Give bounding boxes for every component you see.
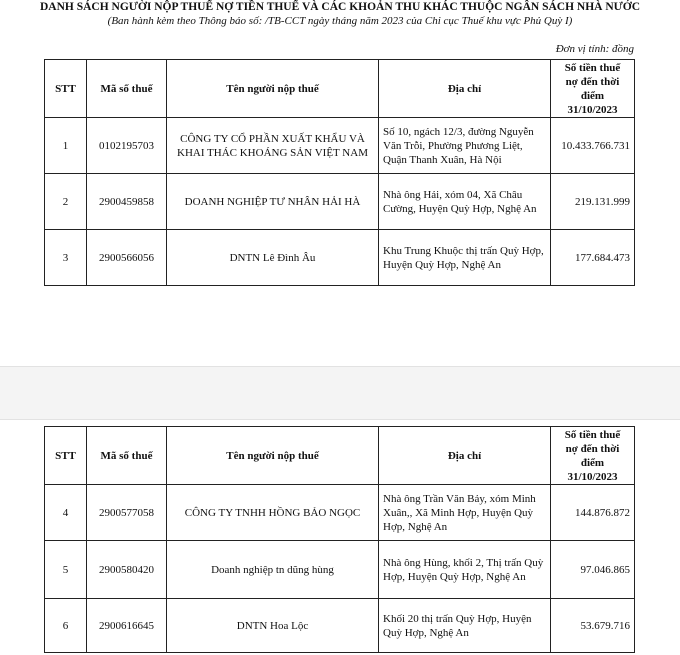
header-amount-line: điểm: [580, 89, 605, 102]
cell-taxpayer-name: Doanh nghiệp tn dũng hùng: [167, 541, 379, 599]
cell-stt: 5: [45, 541, 87, 599]
debtor-table-page-1: [44, 59, 635, 286]
table-row: [45, 541, 635, 599]
cell-amount: 219.131.999: [551, 174, 635, 230]
cell-address: Nhà ông Trần Văn Bảy, xóm Minh Xuân,, Xã Minh Hợp, Huyện Quỳ Hợp, Nghệ An: [379, 485, 551, 541]
cell-tax-code: 2900616645: [87, 599, 167, 653]
document-title: DANH SÁCH NGƯỜI NỘP THUẾ NỢ TIỀN THUẾ VÀ CÁC KHOẢN THU KHÁC THUỘC NGÂN SÁCH NHÀ NƯỚC: [39, 1, 641, 13]
table-row: [45, 118, 635, 174]
header-address: Địa chỉ: [379, 60, 551, 118]
header-tax-code: Mã số thuế: [87, 60, 167, 118]
table-header-row: [45, 427, 635, 485]
table-row: [45, 174, 635, 230]
header-stt: STT: [45, 60, 87, 118]
currency-unit-note: Đơn vị tính: đồng: [555, 43, 634, 55]
cell-taxpayer-name: DOANH NGHIỆP TƯ NHÂN HẢI HÀ: [167, 174, 379, 230]
cell-taxpayer-name: DNTN Lê Đình Âu: [167, 230, 379, 286]
cell-tax-code: 2900580420: [87, 541, 167, 599]
cell-address: Khu Trung Khuộc thị trấn Quỳ Hợp, Huyện Quỳ Hợp, Nghệ An: [379, 230, 551, 286]
table-row: [45, 230, 635, 286]
page-break: [0, 366, 680, 420]
header-amount-line: điểm: [580, 456, 605, 469]
cell-stt: 4: [45, 485, 87, 541]
header-tax-code: Mã số thuế: [87, 427, 167, 485]
cell-stt: 2: [45, 174, 87, 230]
header-amount-line: 31/10/2023: [567, 103, 618, 116]
cell-address: Nhà ông Hải, xóm 04, Xã Châu Cường, Huyện Quỳ Hợp, Nghệ An: [379, 174, 551, 230]
cell-amount: 10.433.766.731: [551, 118, 635, 174]
header-amount-line: nợ đến thời: [565, 442, 620, 455]
header-amount-line: nợ đến thời: [565, 75, 620, 88]
cell-taxpayer-name: DNTN Hoa Lộc: [167, 599, 379, 653]
table-row: [45, 599, 635, 653]
debtor-table-page-2: [44, 426, 635, 653]
cell-taxpayer-name: CÔNG TY TNHH HỒNG BẢO NGỌC: [167, 485, 379, 541]
header-amount-line: 31/10/2023: [567, 470, 618, 483]
cell-amount: 144.876.872: [551, 485, 635, 541]
cell-tax-code: 2900459858: [87, 174, 167, 230]
cell-address: Số 10, ngách 12/3, đường Nguyễn Văn Trỗi, Phường Phương Liệt, Quận Thanh Xuân, Hà Nội: [379, 118, 551, 174]
header-amount: [551, 60, 635, 118]
cell-stt: 6: [45, 599, 87, 653]
header-taxpayer-name: Tên người nộp thuế: [167, 60, 379, 118]
document-subtitle: (Ban hành kèm theo Thông báo số: /TB-CCT ngày tháng năm 2023 của Chi cục Thuế khu vực Phủ Quỳ I): [107, 15, 573, 27]
cell-stt: 1: [45, 118, 87, 174]
cell-amount: 53.679.716: [551, 599, 635, 653]
header-amount: [551, 427, 635, 485]
cell-tax-code: 0102195703: [87, 118, 167, 174]
cell-stt: 3: [45, 230, 87, 286]
header-stt: STT: [45, 427, 87, 485]
cell-taxpayer-name: CÔNG TY CỔ PHẦN XUẤT KHẨU VÀ KHAI THÁC KHOÁNG SẢN VIỆT NAM: [167, 118, 379, 174]
table-header-row: [45, 60, 635, 118]
header-amount-line: Số tiền thuế: [564, 428, 621, 441]
table-row: [45, 485, 635, 541]
cell-amount: 177.684.473: [551, 230, 635, 286]
cell-amount: 97.046.865: [551, 541, 635, 599]
cell-address: Nhà ông Hùng, khối 2, Thị trấn Quỳ Hợp, Huyện Quỳ Hợp, Nghệ An: [379, 541, 551, 599]
cell-tax-code: 2900566056: [87, 230, 167, 286]
cell-address: Khối 20 thị trấn Quỳ Hợp, Huyện Quỳ Hợp, Nghệ An: [379, 599, 551, 653]
header-address: Địa chỉ: [379, 427, 551, 485]
cell-tax-code: 2900577058: [87, 485, 167, 541]
header-taxpayer-name: Tên người nộp thuế: [167, 427, 379, 485]
header-amount-line: Số tiền thuế: [564, 61, 621, 74]
